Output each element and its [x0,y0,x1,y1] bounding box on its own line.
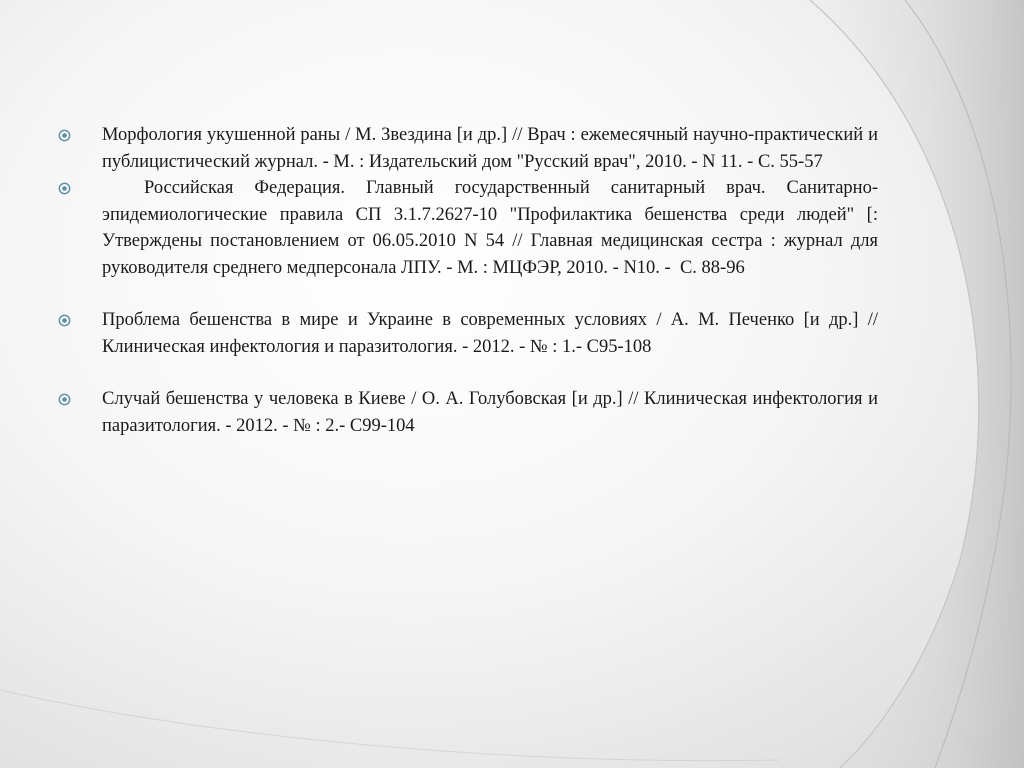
circled-dot-icon [58,314,71,327]
list-item-text: Проблема бешенства в мире и Украине в современных условиях / А. М. Печенко [и др.] // Клиническая инфектология и паразитология. - 2012. - № : 1.- С95-108 [102,310,878,357]
list-item-text: Российская Федерация. Главный государственный санитарный врач. Санитарно-эпидемиологические правила СП 3.1.7.2627-10 "Профилактика бешенства среди людей" [: Утверждены постановлением от 06.05.2010 N 54 // Главная медицинская сестра : журнал для руководителя среднего медперсонала ЛПУ. - М. : МЦФЭР, 2010. - N10. - С. 88-96 [102,178,883,278]
list-item [58,122,878,175]
list-item-text: Морфология укушенной раны / М. Звездина [и др.] // Врач : ежемесячный научно-практический и публицистический журнал. - М. : Издательский дом "Русский врач", 2010. - N 11. - С. 55-57 [102,125,878,172]
list-item [58,307,878,360]
circled-dot-icon [58,129,71,142]
bibliography-list [58,122,883,439]
list-item [58,175,883,281]
circled-dot-icon [58,182,71,195]
bottom-arc-line [0,690,780,761]
list-item-text: Случай бешенства у человека в Киеве / О. А. Голубовская [и др.] // Клиническая инфектология и паразитология. - 2012. - № : 2.- С99-104 [102,389,878,436]
circled-dot-icon [58,393,71,406]
list-item [58,386,878,439]
